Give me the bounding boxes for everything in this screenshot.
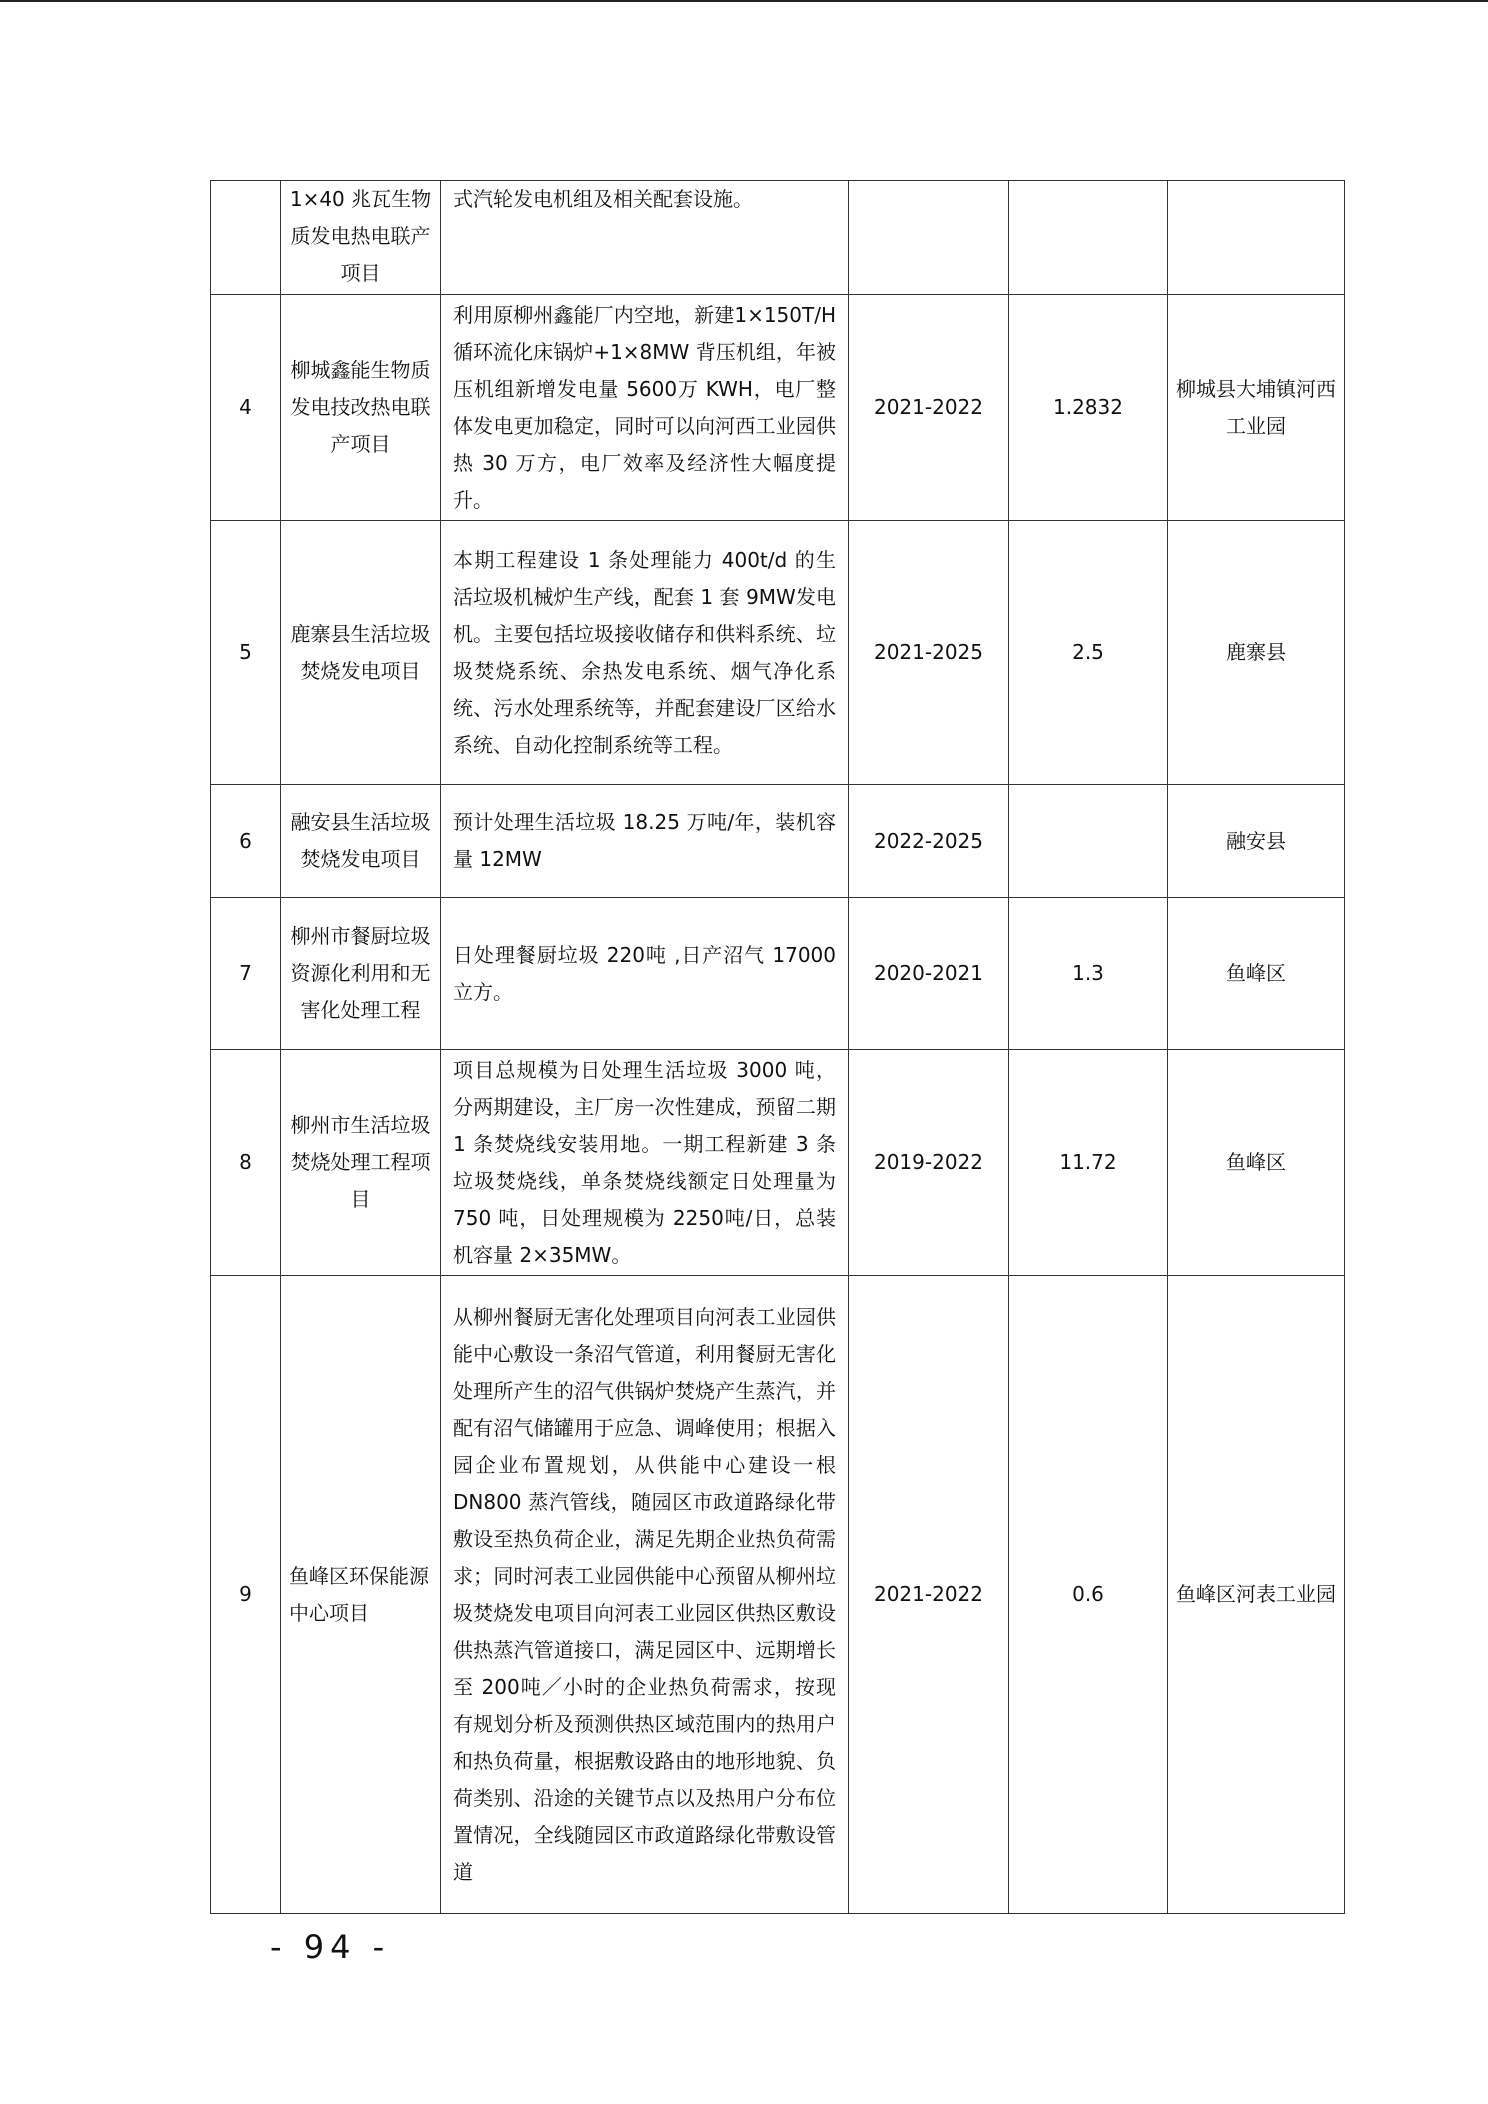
investment-amount <box>1009 181 1168 295</box>
project-description: 项目总规模为日处理生活垃圾 3000 吨，分两期建设，主厂房一次性建成，预留二期 1 条焚烧线安装用地。一期工程新建 3 条垃圾焚烧线，单条焚烧线额定日处理量为 750 吨，日处理规模为 2250吨/日，总装机容量 2×35MW。 <box>441 1050 849 1276</box>
project-name: 1×40 兆瓦生物质发电热电联产项目 <box>281 181 441 295</box>
project-table <box>210 180 1345 1914</box>
project-name: 柳州市生活垃圾焚烧处理工程项目 <box>281 1050 441 1276</box>
construction-period: 2021-2025 <box>849 521 1009 785</box>
project-description: 式汽轮发电机组及相关配套设施。 <box>441 181 849 295</box>
investment-amount <box>1009 785 1168 898</box>
project-description: 日处理餐厨垃圾 220吨 ,日产沼气 17000立方。 <box>441 898 849 1050</box>
project-location: 融安县 <box>1168 785 1345 898</box>
project-description: 利用原柳州鑫能厂内空地，新建1×150T/H 循环流化床锅炉+1×8MW 背压机组，年被压机组新增发电量 5600万 KWH，电厂整体发电更加稳定，同时可以向河西工业园供热 30 万方，电厂效率及经济性大幅度提升。 <box>441 295 849 521</box>
investment-amount: 2.5 <box>1009 521 1168 785</box>
row-number: 9 <box>211 1276 281 1914</box>
project-description: 预计处理生活垃圾 18.25 万吨/年，装机容量 12MW <box>441 785 849 898</box>
construction-period: 2019-2022 <box>849 1050 1009 1276</box>
table-row <box>211 1050 1345 1276</box>
table-row <box>211 181 1345 295</box>
project-description: 从柳州餐厨无害化处理项目向河表工业园供能中心敷设一条沼气管道，利用餐厨无害化处理所产生的沼气供锅炉焚烧产生蒸汽，并配有沼气储罐用于应急、调峰使用；根据入园企业布置规划，从供能中心建设一根 DN800 蒸汽管线，随园区市政道路绿化带敷设至热负荷企业，满足先期企业热负荷需求；同时河表工业园供能中心预留从柳州垃圾焚烧发电项目向河表工业园区供热区敷设供热蒸汽管道接口，满足园区中、远期增长至 200吨／小时的企业热负荷需求，按现有规划分析及预测供热区域范围内的热用户和热负荷量，根据敷设路由的地形地貌、负荷类别、沿途的关键节点以及热用户分布位置情况，全线随园区市政道路绿化带敷设管道 <box>441 1276 849 1914</box>
construction-period: 2020-2021 <box>849 898 1009 1050</box>
row-number: 8 <box>211 1050 281 1276</box>
table-row <box>211 785 1345 898</box>
project-description: 本期工程建设 1 条处理能力 400t/d 的生活垃圾机械炉生产线，配套 1 套 9MW发电机。主要包括垃圾接收储存和供料系统、垃圾焚烧系统、余热发电系统、烟气净化系统、污水处理系统等，并配套建设厂区给水系统、自动化控制系统等工程。 <box>441 521 849 785</box>
construction-period: 2021-2022 <box>849 295 1009 521</box>
table-row <box>211 898 1345 1050</box>
table-row <box>211 521 1345 785</box>
investment-amount: 1.3 <box>1009 898 1168 1050</box>
project-location: 柳城县大埔镇河西工业园 <box>1168 295 1345 521</box>
project-location: 鱼峰区 <box>1168 1050 1345 1276</box>
project-location <box>1168 181 1345 295</box>
project-name: 鱼峰区环保能源中心项目 <box>281 1276 441 1914</box>
project-name: 融安县生活垃圾焚烧发电项目 <box>281 785 441 898</box>
construction-period: 2022-2025 <box>849 785 1009 898</box>
table-row <box>211 295 1345 521</box>
project-location: 鱼峰区 <box>1168 898 1345 1050</box>
table-row <box>211 1276 1345 1914</box>
investment-amount: 1.2832 <box>1009 295 1168 521</box>
construction-period <box>849 181 1009 295</box>
row-number <box>211 181 281 295</box>
row-number: 5 <box>211 521 281 785</box>
top-border-line <box>0 0 1488 2</box>
project-name: 鹿寨县生活垃圾焚烧发电项目 <box>281 521 441 785</box>
project-location: 鱼峰区河表工业园 <box>1168 1276 1345 1914</box>
project-location: 鹿寨县 <box>1168 521 1345 785</box>
row-number: 7 <box>211 898 281 1050</box>
investment-amount: 0.6 <box>1009 1276 1168 1914</box>
page-number: - 94 - <box>270 1928 391 1966</box>
investment-amount: 11.72 <box>1009 1050 1168 1276</box>
row-number: 6 <box>211 785 281 898</box>
project-name: 柳城鑫能生物质发电技改热电联产项目 <box>281 295 441 521</box>
row-number: 4 <box>211 295 281 521</box>
construction-period: 2021-2022 <box>849 1276 1009 1914</box>
project-name: 柳州市餐厨垃圾资源化利用和无害化处理工程 <box>281 898 441 1050</box>
